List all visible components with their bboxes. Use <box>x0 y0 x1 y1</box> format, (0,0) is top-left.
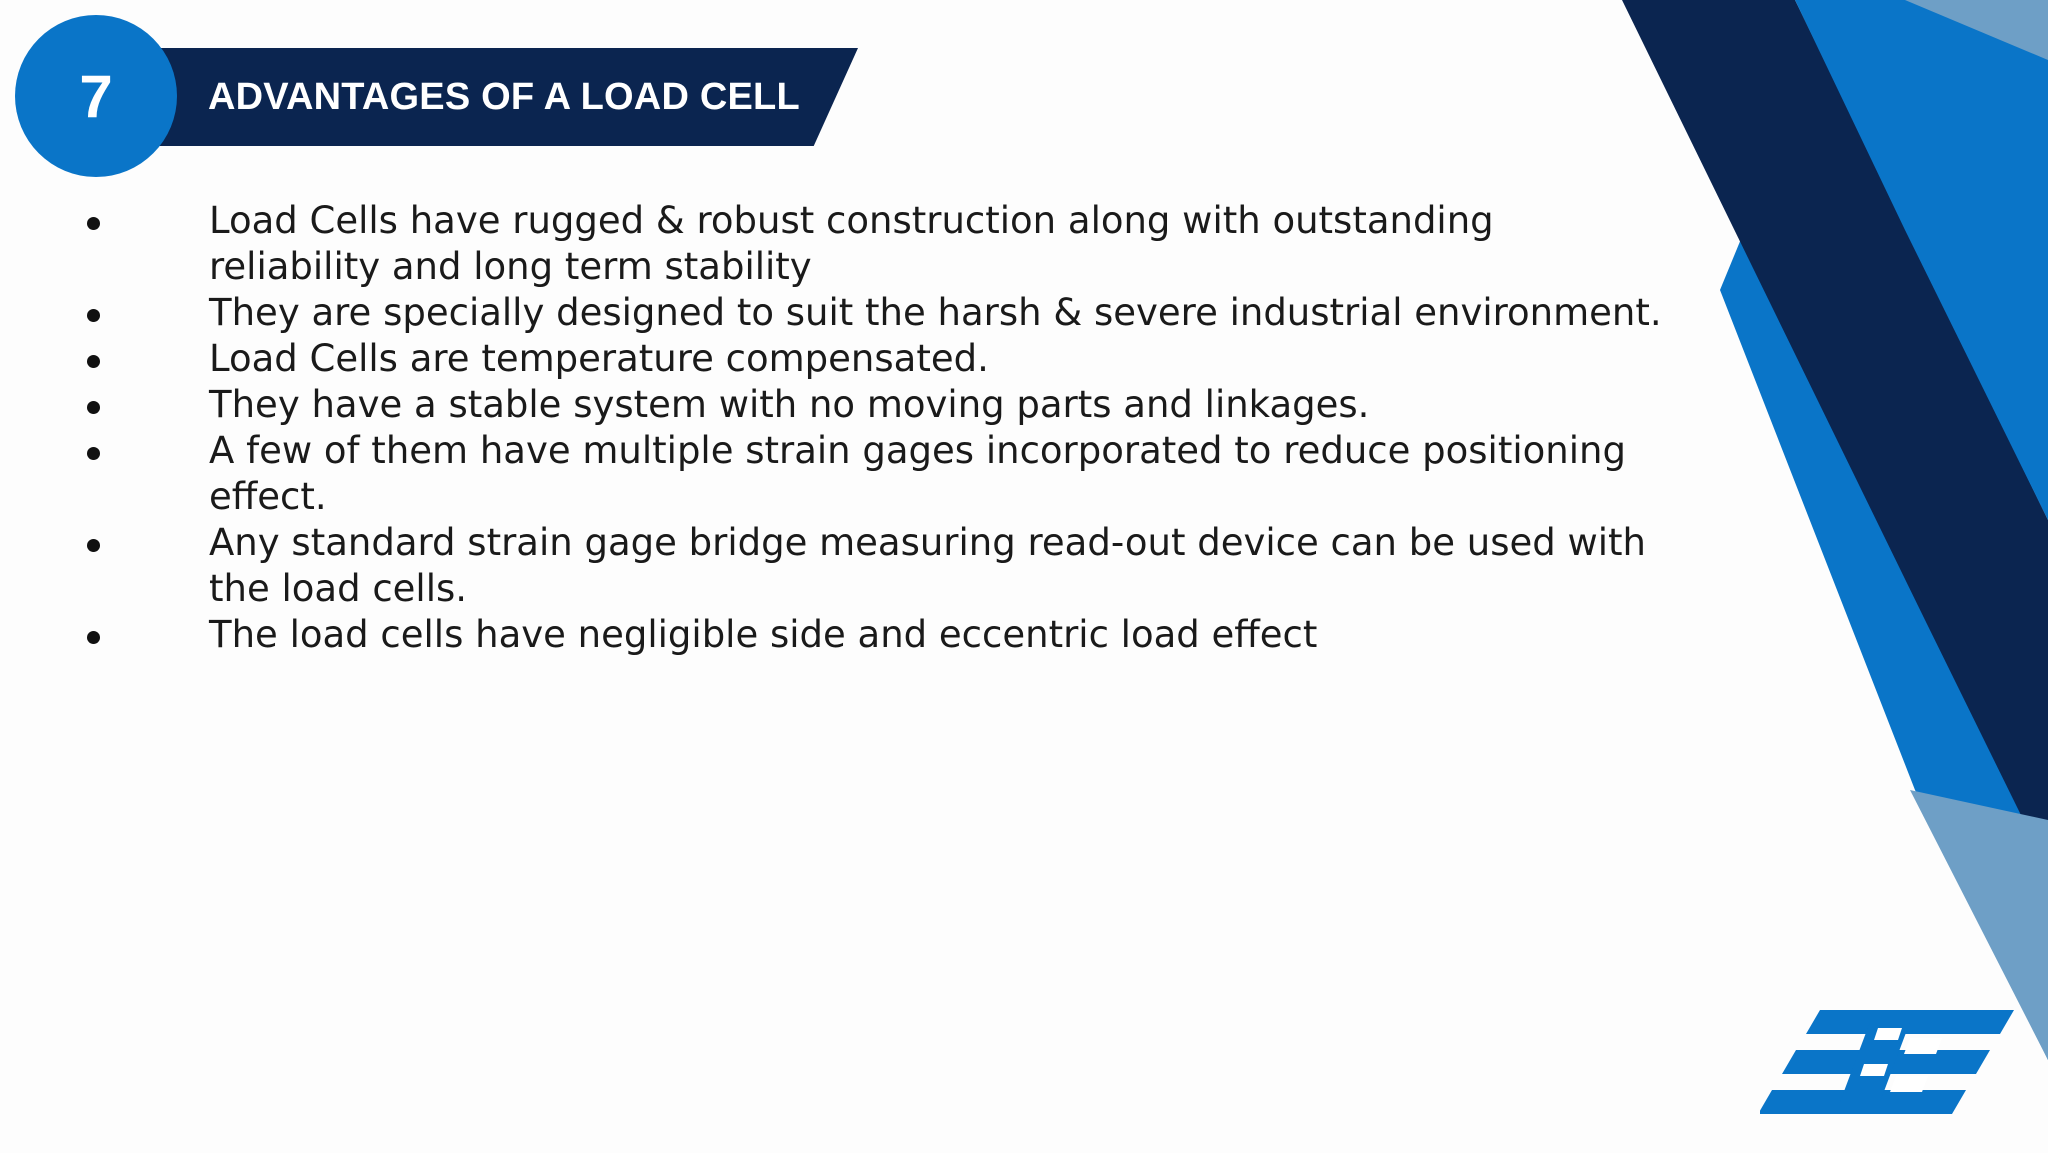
list-item <box>70 290 1670 336</box>
bullet-icon <box>87 309 100 322</box>
bullet-text: Load Cells are temperature compensated. <box>209 337 989 380</box>
bullet-list <box>70 198 1670 658</box>
bullet-text: Any standard strain gage bridge measuring read-out device can be used with the load cells. <box>209 521 1646 610</box>
bullet-text: They have a stable system with no moving parts and linkages. <box>209 383 1370 426</box>
bullet-icon <box>87 355 100 368</box>
list-item <box>70 382 1670 428</box>
list-item <box>70 520 1670 612</box>
bullet-text: They are specially designed to suit the harsh & severe industrial environment. <box>209 291 1662 334</box>
bullet-icon <box>87 539 100 552</box>
list-item <box>70 612 1670 658</box>
list-item <box>70 198 1670 290</box>
list-item <box>70 428 1670 520</box>
bullet-text: A few of them have multiple strain gages incorporated to reduce positioning effect. <box>209 429 1626 518</box>
list-item <box>70 336 1670 382</box>
bullet-icon <box>87 447 100 460</box>
bullet-icon <box>87 217 100 230</box>
bullet-icon <box>87 401 100 414</box>
bullet-icon <box>87 631 100 644</box>
bullet-text: The load cells have negligible side and eccentric load effect <box>209 613 1318 656</box>
slide-number-badge: 7 <box>15 15 177 177</box>
slide-title: ADVANTAGES OF A LOAD CELL <box>208 76 800 118</box>
company-logo-icon <box>1760 1010 2016 1122</box>
bullet-text: Load Cells have rugged & robust construction along with outstanding reliability and long term stability <box>209 199 1494 288</box>
